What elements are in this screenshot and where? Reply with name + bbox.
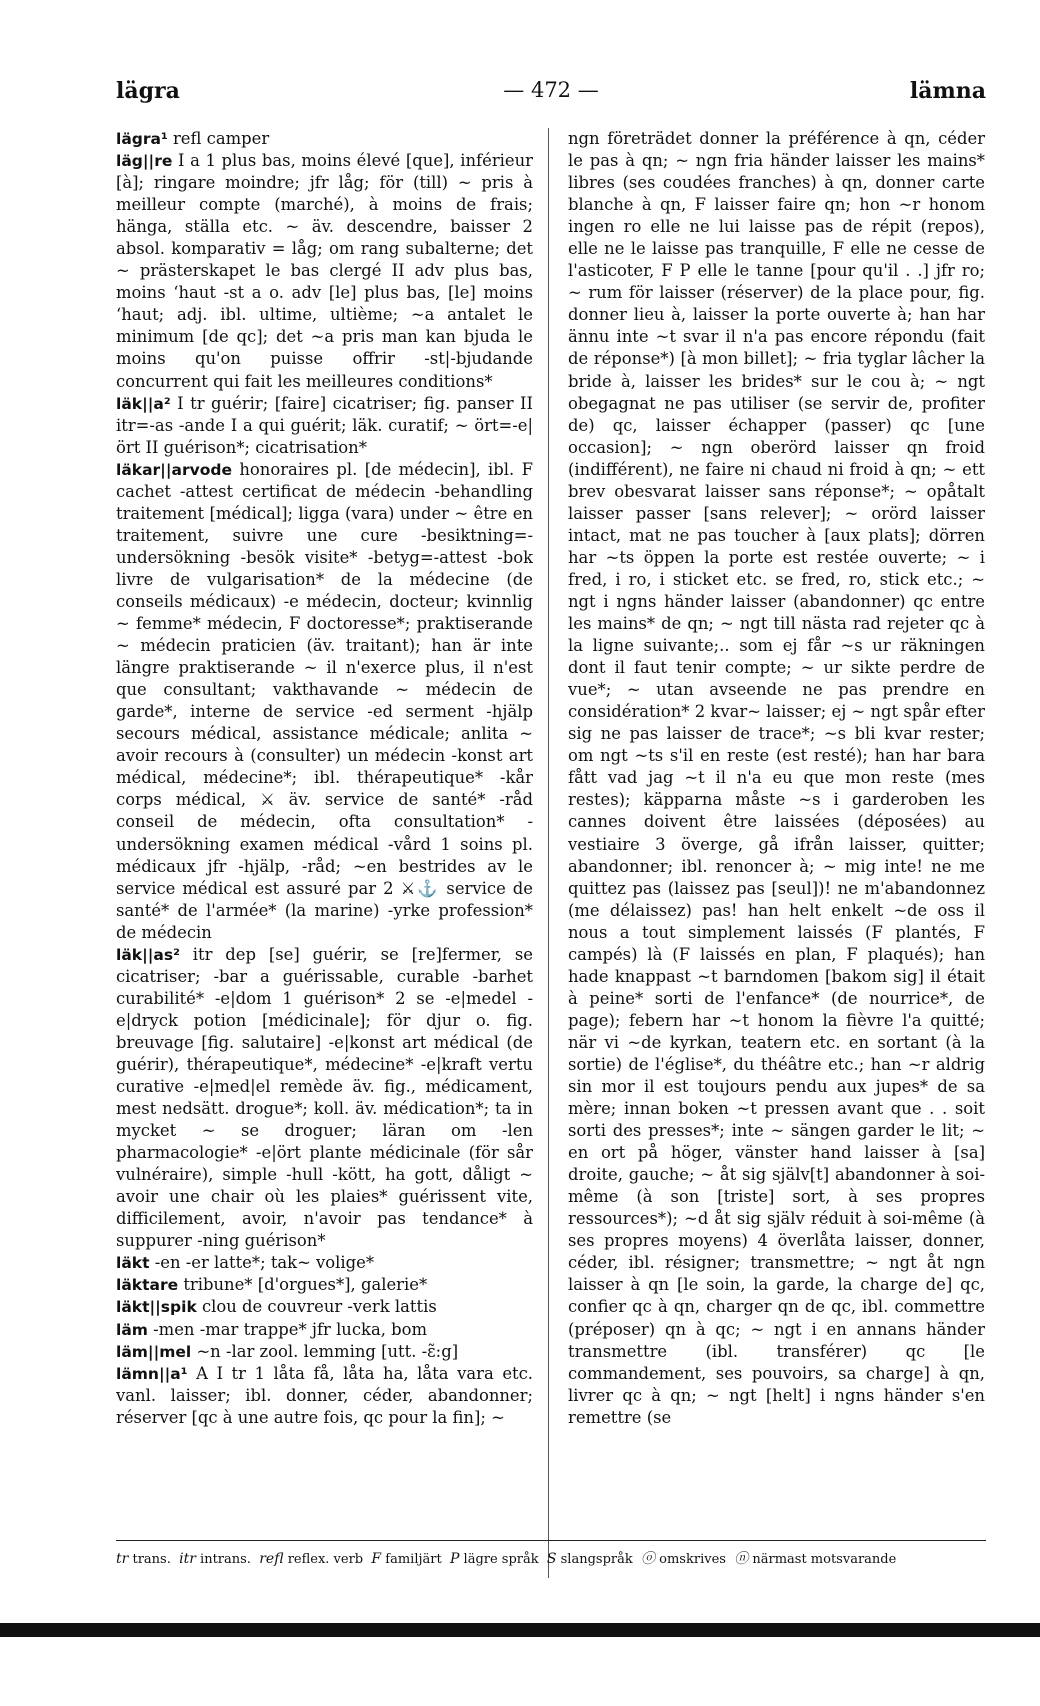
legend-key: F	[371, 1551, 382, 1567]
entry-text: refl camper	[167, 129, 270, 148]
entry-text: itr dep [se] guérir, se [re]fermer, se cicatriser; -bar a guérissable, curable -barhet curabilité* -e|dom 1 guérison* 2 se -e|medel -e|dryck potion [médicinale]; för djur o. fig. breuvage [fig. salutaire] -e|konst art médical (de guérir), thérapeutique*, médecine* -e|kraft vertu curative -e|med|el remède äv. fig., médicament, mest nedsätt. drogue*; koll. äv. médication*; ta in mycket ~ se droguer; läran om -len pharmacologie* -e|ört plante médicinale (för sår vulnéraire), simple -hull -kött, ha gott, dåligt ~ avoir une chair où les plaies* guérissent vite, difficilement, avoir, n'avoir pas tendance* à suppurer -ning guérison*	[116, 944, 533, 1251]
entry-headword: läk||as²	[116, 945, 180, 964]
entry-headword: lägra¹	[116, 130, 168, 148]
legend-value: familjärt	[385, 1552, 442, 1567]
legend-key: refl	[259, 1551, 284, 1567]
entry	[116, 1319, 533, 1341]
entry	[116, 1296, 533, 1318]
entry	[116, 944, 533, 1253]
entry-headword: läkt	[116, 1254, 150, 1273]
entry-headword: läm||mel	[116, 1342, 192, 1361]
legend-value: lägre språk	[463, 1552, 539, 1567]
entry	[116, 459, 533, 944]
legend-value: trans.	[132, 1552, 171, 1567]
footer-rule	[116, 1540, 986, 1541]
entry-headword: läkt||spik	[116, 1298, 197, 1317]
legend-key: S	[546, 1551, 557, 1567]
entry-headword: läm	[116, 1320, 148, 1339]
entry-text: ~n -lar zool. lemming [utt. -ɛ̃:g]	[191, 1341, 459, 1361]
entry-text: I a 1 plus bas, moins élevé [que], inférieur [à]; ringare moindre; jfr låg; för (till) ~ pris à meilleur compte (marché), à moins de frais; hänga, ställa etc. ~ äv. descendre, baisser 2 absol. komparativ = låg; om rang subalterne; det ~ prästerskapet le bas clergé II adv plus bas, moins ‘haut -st a o. adv [le] plus bas, [le] moins ‘haut; adj. ibl. ultime, ultième; ~a antalet le minimum [de qc]; det ~a pris man kan bjuda le moins qu'on puisse offrir -st|-bjudande concurrent qui fait les meilleures conditions*	[116, 151, 533, 391]
entry-headword: läktare	[116, 1276, 179, 1295]
entry-text: tribune* [d'orgues*], galerie*	[178, 1275, 428, 1295]
entry-text: I tr guérir; [faire] cicatriser; fig. panser II itr=-as -ande I a qui guérit; läk. curatif; ~ ört=-e|ört II guérison*; cicatrisation*	[116, 393, 533, 457]
entry-text: -en -er latte*; tak~ volige*	[149, 1253, 375, 1273]
page-header	[116, 78, 986, 112]
entry	[116, 1252, 533, 1274]
entry-continuation: ngn företrädet donner la préférence à qn, céder le pas à qn; ~ ngn fria händer laisser les mains* libres (ses coudées franches) à qn, donner carte blanche à qn, F laisser faire qn; hon ~r honom ingen ro elle ne lui laisse pas de répit (repos), elle ne le laisse pas tranquille, F elle ne cesse de l'asticoter, F P elle le tanne [pour qu'il . .] jfr ro; ~ rum för laisser (réserver) de la place pour, fig. donner lieu à, laisser la porte ouverte à; han har ännu inte ~t svar il n'a pas encore répondu (fait de réponse*) [à mon billet]; ~ fria tyglar lâcher la bride à, laisser les brides* sur le cou à; ~ ngt obegagnat ne pas utiliser (se servir de, profiter de) qc, laisser échapper (passer) qc [une occasion]; ~ ngn oberörd laisser qn froid (indifférent), ne faire ni chaud ni froid à qn; ~ ett brev obesvarat laisser sans réponse*; ~ opåtalt laisser passer [sans relever]; ~ orörd laisser intact, mat ne pas toucher à [aux plats]; dörren har ~ts öppen la porte est restée ouverte; ~ i fred, i ro, i sticket etc. se fred, ro, stick etc.; ~ ngt i ngns händer laisser (abandonner) qc entre les mains* de qn; ~ ngt till nästa rad rejeter qc à la ligne suivante;.. som ej får ~s ur räkningen dont il faut tenir compte; ~ ur sikte perdre de vue*; ~ utan avseende ne pas prendre en considération* 2 kvar~ laisser; ej ~ ngt spår efter sig ne pas laisser de trace*; ~s bli kvar rester; om ngt ~ts s'il en reste (est resté); han har bara fått vad jag ~t il n'a eu que mon reste (mes restes); käpparna måste ~s i garderoben les cannes doivent être laissées (déposées) au vestiaire 3 överge, gå ifrån laisser, quitter; abandonner; ibl. renoncer à; ~ mig inte! ne me quittez pas (laissez pas [seul])! ne m'abandonnez (me délaissez) pas! han helt enkelt ~de oss il nous a tout simplement laissés (F plantés, F campés) là (F laissés en plan, F plaqués); han hade knappast ~t barndomen [bakom sig] il était à peine* sorti de l'enfance* (de nourrice*, de page); febern har ~t honom la fièvre l'a quitté; när vi ~de kyrkan, teatern etc. en sortant (à la sortie) de l'église*, du théâtre etc.; han ~r aldrig sin mor il est toujours pendu aux jupes* de sa mère; innan boken ~t pressen avant que . . soit sorti des presses*; inte ~ sängen garder le lit; ~ en ort på höger, vänster hand laisser à [sa] droite, gauche; ~ åt sig själv[t] abandonner à soi-même (à son [triste] sort, à ses propres ressources*); ~d åt sig själv réduit à soi-même (à ses propres moyens) 4 överlåta laisser, donner, céder, ibl. résigner; transmettre; ~ ngt åt ngn laisser à qn [le soin, la garde, la charge de] qc, confier qc à qn, charger qn de qc, ibl. commettre (préposer) qn à qc; ~ ngt i en annans händer transmettre (ibl. transférer) qc [le commandement, ses pouvoirs, sa charge] à qn, livrer qc à qn; ~ ngt [helt] i ngns händer s'en remettre (se	[568, 129, 985, 1427]
right-column	[568, 128, 985, 1706]
abbreviation-legend	[116, 1548, 986, 1568]
left-column	[116, 128, 533, 1706]
legend-key: tr	[116, 1551, 129, 1567]
page-number: — 472 —	[503, 78, 599, 102]
legend-value: omskrives	[659, 1552, 726, 1567]
legend-value: reflex. verb	[287, 1552, 364, 1567]
legend-value: intrans.	[200, 1552, 251, 1567]
legend-key: P	[449, 1551, 460, 1567]
entry-headword: läg||re	[116, 152, 173, 171]
entry-text: honoraires pl. [de médecin], ibl. F cachet -attest certificat de médecin -behandling traitement [médical]; ligga (vara) under ~ être en traitement, suivre une cure -besiktning=-undersökning -besök visite* -betyg=-attest -bok livre de vulgarisation* de la médecine (de conseils médicaux) -e médecin, docteur; kvinnlig ~ femme* médecin, F doctoresse*; praktiserande ~ médecin praticien (äv. traitant); han är inte längre praktiserande ~ il n'exerce plus, il n'est que consultant; vakthavande ~ médecin de garde*, interne de service -ed serment -hjälp secours médical, assistance médicale; anlita ~ avoir recours à (consulter) un médecin -konst art médical, médecine*; ibl. thérapeutique* -kår corps médical, ⚔ äv. service de santé* -råd conseil de médecin, ofta consultation* -undersökning examen médical -vård 1 soins pl. médicaux jfr -hjälp, -råd; ~en bestrides av le service médical est assuré par 2 ⚔⚓ service de santé* de l'armée* (la marine) -yrke profession* de médecin	[116, 459, 533, 942]
entry-headword: läkar||arvode	[116, 460, 232, 479]
header-right-headword: lämna	[909, 78, 986, 104]
column-divider	[548, 128, 549, 1578]
entry	[116, 393, 533, 459]
entry	[116, 1363, 533, 1429]
entry-text: -men -mar trappe* jfr lucka, bom	[147, 1319, 428, 1339]
legend-key: ⓞ	[641, 1551, 656, 1567]
legend-key: ⓝ	[734, 1551, 749, 1567]
entry	[116, 150, 533, 393]
entry	[116, 1341, 533, 1363]
legend-key: itr	[179, 1551, 196, 1567]
entry-text: clou de couvreur -verk lattis	[196, 1297, 437, 1317]
entry-text: A I tr 1 låta få, låta ha, låta vara etc. vanl. laisser; ibl. donner, céder, abandonner; réserver [qc à une autre fois, qc pour la fin]; ~	[116, 1363, 533, 1427]
legend-value: slangspråk	[560, 1552, 633, 1567]
legend-value: närmast motsvarande	[752, 1552, 897, 1567]
entry-headword: lämn||a¹	[116, 1364, 188, 1383]
entry	[116, 1274, 533, 1296]
entry	[116, 128, 533, 150]
header-left-headword: lägra	[116, 78, 180, 104]
scan-border	[0, 1623, 1040, 1637]
entry-headword: läk||a²	[116, 394, 171, 413]
